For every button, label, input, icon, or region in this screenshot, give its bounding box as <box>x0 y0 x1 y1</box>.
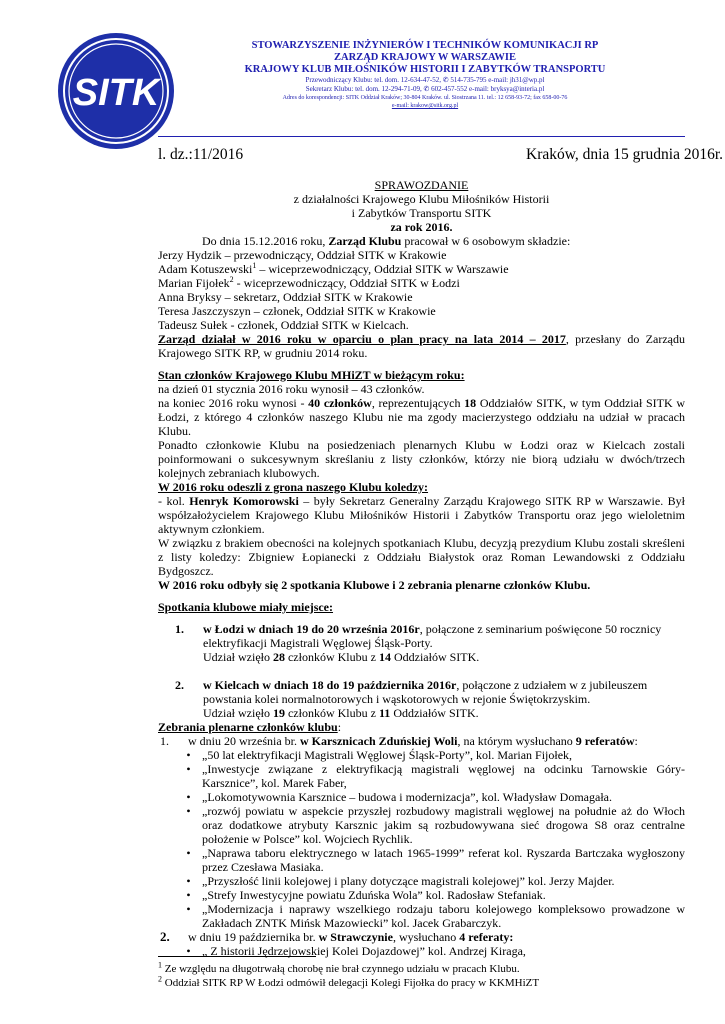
bullet-icon: • <box>186 888 191 902</box>
letterhead <box>190 40 660 110</box>
org-name: STOWARZYSZENIE INŻYNIERÓW I TECHNIKÓW KOMUNIKACJI RP <box>251 40 599 51</box>
bullet-icon: • <box>186 748 191 762</box>
footnote: $^2$ Oddział SITK RP W Łodzi odmówił delegacji Kolegi Fijołka do pracy w KKMHiZT <box>158 974 540 989</box>
lecture-item <box>175 804 685 846</box>
lecture-item <box>175 790 685 804</box>
work-plan-paragraph: Zarząd działał w 2016 roku w oparciu o plan pracy na lata 2014 – 2017, przesłany do Zarządu Krajowego SITK RP, w grudniu 2014 roku. <box>158 332 685 360</box>
meeting-attendance: Udział wzięło 28 członków Klubu z 14 Oddziałów SITK. <box>203 650 480 664</box>
meeting-item: 2. w Kielcach w dniach 18 do 19 października 2016r, połączone z udziałem w z jubileuszem powstania kolei normalnotorowych i wąskotorowych w rejonie Świętokrzyskim. <box>175 678 648 706</box>
board-member: Anna Bryksy – sekretarz, Oddział SITK w Krakowie <box>158 290 413 304</box>
lecture-item <box>175 762 685 790</box>
plenary-heading: Zebrania plenarne członków klubu: <box>158 720 342 734</box>
board-intro: Do dnia 15.12.2016 roku, Zarząd Klubu pracował w 6 osobowym składzie: <box>202 234 571 248</box>
lecture-item <box>175 888 685 902</box>
lecture-title: „ Z historii Jędrzejowskiej Kolei Dojazdowej” kol. Andrzej Kiraga, <box>202 944 526 958</box>
footnote-ref: 2 <box>229 275 234 284</box>
meeting-item: 1. w Łodzi w dniach 19 do 20 września 2016r, połączone z seminarium poświęcone 50 rocznicy elektryfikacji Magistrali Węglowej Śląsk-Porty. <box>175 622 662 650</box>
footnote-divider <box>158 956 316 957</box>
members-heading: Stan członków Krajowego Klubu MHiZT w bieżącym roku: <box>158 368 465 382</box>
secretary-contact: Sekretarz Klubu: tel. dom. 12-294-71-09, ✆ 602-457-552 e-mail: bryksya@interia.pl <box>305 85 545 93</box>
report-title: SPRAWOZDANIE <box>374 178 469 192</box>
departed-heading: W 2016 roku odeszli z grona naszego Klubu koledzy: <box>158 480 429 494</box>
removed-members: W związku z brakiem obecności na kolejnych spotkaniach Klubu, decyzją prezydium Klubu zostali skreśleni z listy koledzy: Zbigniew Łopianecki z Oddziału Białystok oraz Roman Lewandowski z Oddziału Bydgoszcz. <box>158 536 685 578</box>
footnote-ref: 1 <box>252 261 257 270</box>
lecture-list <box>158 748 685 930</box>
org-board: ZARZĄD KRAJOWY W WARSZAWIE <box>334 52 516 63</box>
postal-address: Adres do korespondencji: SITK Oddział Kraków; 30-804 Kraków. ul. Siostrzana 11. tel.: 12 658-93-72; fax 658-00-76 <box>282 95 568 101</box>
footnotes <box>158 962 539 990</box>
lecture-title: „Lokomotywownia Karsznice – budowa i modernizacja”, kol. Władysław Domagała. <box>202 790 612 804</box>
board-member: Marian Fijołek$^2$ - wiceprzewodniczący, Oddział SITK w Łodzi <box>158 275 460 290</box>
members-removal-note: Ponadto członkowie Klubu na posiedzeniach plenarnych Klubu w Łodzi oraz w Kielcach zostali poinformowani o sukcesywnym skreślaniu z listy członków, którzy nie biorą udziału w dwóch/trzech kolejnych zebraniach klubowych. <box>158 438 685 480</box>
report-subtitle-1: z działalności Krajowego Klubu Miłośników Historii <box>293 192 550 206</box>
members-end: na koniec 2016 roku wynosi - 40 członków, reprezentujących 18 Oddziałów SITK, w tym Oddział SITK w Łodzi, z którego 4 członków naszego Klubu nie ma zgody macierzystego oddziału na udział w pracach Klubu. <box>158 396 685 438</box>
lecture-title: „Naprawa taboru elektrycznego w latach 1965-1999” referat kol. Ryszarda Bartczaka wygłoszony przez Czesława Masiaka. <box>202 846 685 874</box>
plenary-item: 1. w dniu 20 września br. w Karsznicach Zduńskiej Woli, na którym wysłuchano 9 referatów: <box>160 734 638 748</box>
header-divider <box>158 136 685 137</box>
lecture-title: „Strefy Inwestycyjne powiatu Zduńska Wola” kol. Radosław Stefaniak. <box>202 888 546 902</box>
board-member: Adam Kotuszewski$^1$ – wiceprzewodniczący, Oddział SITK w Warszawie <box>158 261 509 276</box>
board-member: Jerzy Hydzik – przewodniczący, Oddział SITK w Krakowie <box>158 248 447 262</box>
footnote: $^1$ Ze względu na długotrwałą chorobę nie brał czynnego udziału w pracach Klubu. <box>158 960 520 975</box>
board-member: Tadeusz Sułek - członek, Oddział SITK w Kielcach. <box>158 318 409 332</box>
bullet-icon: • <box>186 944 191 958</box>
club-name: KRAJOWY KLUB MIŁOŚNIKÓW HISTORII I ZABYTKÓW TRANSPORTU <box>244 64 606 75</box>
departed-komorowski: - kol. Henryk Komorowski – były Sekretarz Generalny Zarządu Krajowego SITK RP w Warszawie. Był współzałożycielem Krajowego Klubu Miłośników Historii i Zabytków Transportu oraz jego wieloletnim aktywnym członkiem. <box>158 494 685 536</box>
bullet-icon: • <box>186 804 191 818</box>
meeting-attendance: Udział wzięło 19 członków Klubu z 11 Oddziałów SITK. <box>203 706 479 720</box>
lecture-item <box>175 846 685 874</box>
report-year: za rok 2016. <box>390 220 453 234</box>
club-email[interactable]: e-mail: krakow@sitk.org.pl <box>391 103 459 109</box>
lecture-title: „rozwój powiatu w aspekcie przyszłej rozbudowy magistrali węglowej na południe aż do Włoch oraz dodatkowe atrybuty Karsznic jakim są rozbudowywana sieć drogowa S8 oraz centralne położenie w Polsce” kol. Wojciech Rychlik. <box>202 804 685 846</box>
bullet-icon: • <box>186 902 191 916</box>
lecture-title: „Inwestycje związane z elektryfikacją magistrali węglowej na odcinku Tarnowskie Góry-Karsznice”, kol. Marek Faber, <box>202 762 685 790</box>
reference-number: l. dz.:11/2016 <box>158 146 244 163</box>
lecture-item <box>175 874 685 888</box>
meetings-summary: W 2016 roku odbyły się 2 spotkania Klubowe i 2 zebrania plenarne członków Klubu. <box>158 578 591 592</box>
chairman-contact: Przewodniczący Klubu: tel. dom. 12-634-47-52, ✆ 514-735-795 e-mail: jh31@wp.pl <box>305 76 545 84</box>
lecture-title: „Modernizacja i naprawy wszelkiego rodzaju taboru kolejowego kompleksowo prowadzone w Zakładach ZNTK Mińsk Mazowiecki” kol. Jacek Grabarczyk. <box>202 902 685 930</box>
bullet-icon: • <box>186 762 191 776</box>
lecture-title: „50 lat elektryfikacji Magistrali Węglowej Śląsk-Porty”, kol. Marian Fijołek, <box>202 748 573 762</box>
logo-text: SITK <box>72 72 160 114</box>
bullet-icon: • <box>186 874 191 888</box>
report-subtitle-2: i Zabytków Transportu SITK <box>351 206 492 220</box>
lecture-item <box>175 902 685 930</box>
lecture-item <box>175 748 685 762</box>
club-meetings-heading: Spotkania klubowe miały miejsce: <box>158 600 334 614</box>
bullet-icon: • <box>186 846 191 860</box>
plenary-item: 2. w dniu 19 października br. w Strawczynie, wysłuchano 4 referaty: <box>160 929 514 944</box>
members-start: na dzień 01 stycznia 2016 roku wynosił – 43 członków. <box>158 382 425 396</box>
sitk-logo <box>56 31 176 151</box>
lecture-title: „Przyszłość linii kolejowej i plany dotyczące magistrali kolejowej” kol. Jerzy Majder. <box>202 874 615 888</box>
board-member: Teresa Jaszczyszyn – członek, Oddział SITK w Krakowie <box>158 304 436 318</box>
bullet-icon: • <box>186 790 191 804</box>
document-body <box>158 178 685 958</box>
document-date: Kraków, dnia 15 grudnia 2016r. <box>526 146 724 163</box>
